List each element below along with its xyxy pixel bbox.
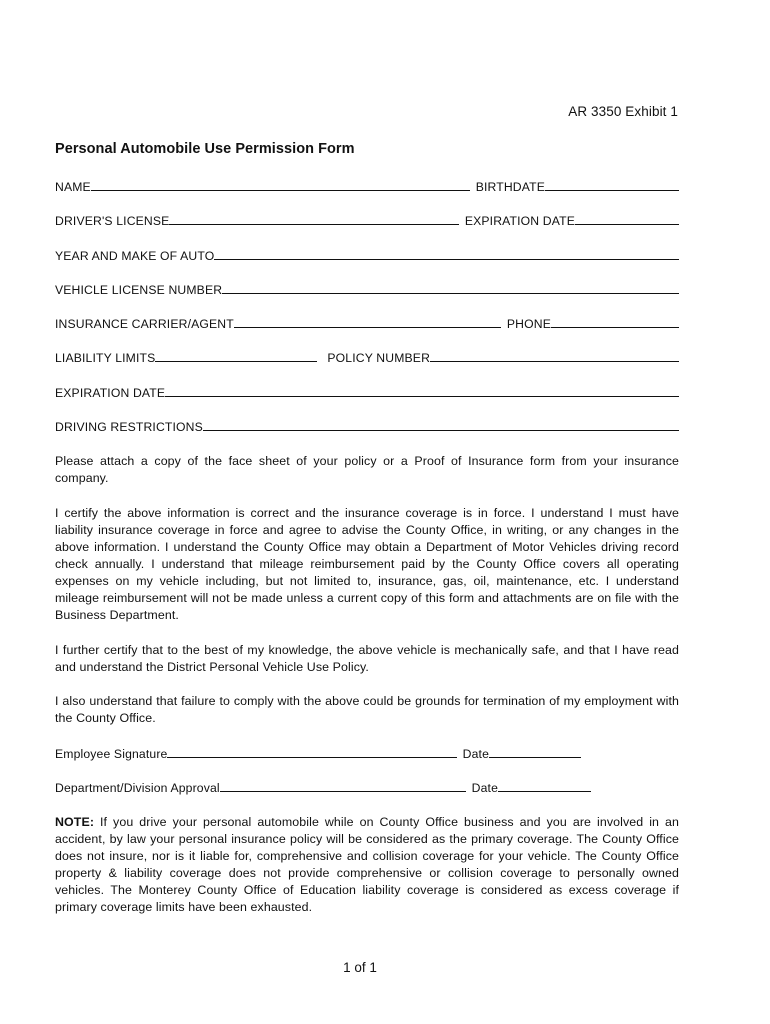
row-year-make	[55, 247, 679, 263]
page-number: 1 of 1	[343, 960, 377, 975]
further-certify-paragraph: I further certify that to the best of my knowledge, the above vehicle is mechanically safe, and that I have read and understand the District Personal Vehicle Use Policy.	[55, 643, 679, 674]
row-expiration-date	[55, 384, 679, 400]
employee-date-label: Date	[462, 747, 489, 761]
certify-paragraph: I certify the above information is correct and the insurance coverage is in force. I understand I must have liability insurance coverage in force and agree to advise the County Office, in writing, or any changes in the above information. I understand the County Office may obtain a Department of Motor Vehicles driving record check annually. I understand that mileage reimbursement paid by the County Office covers all operating expenses on my vehicle including, but not limited to, insurance, gas, oil, maintenance, etc. I understand mileage reimbursement will not be made unless a current copy of this form and attachments are on file with the Business Department.	[55, 506, 679, 622]
policy-expiration-label: EXPIRATION DATE	[55, 386, 166, 400]
note-paragraph	[55, 814, 679, 916]
row-vehicle-license	[55, 281, 679, 297]
phone-field[interactable]	[551, 327, 679, 328]
row-insurance-phone	[55, 315, 679, 331]
row-license-expiration	[55, 212, 679, 228]
note-text: If you drive your personal automobile while on County Office business and you are involved in an accident, by law your personal insurance policy will be considered as the primary coverage. The County Office does not insure, nor is it liable for, comprehensive and collision coverage for your vehicle. The County Office property & liability coverage does not provide comprehensive or collision coverage to personally owned vehicles. The Monterey County Office of Education liability coverage is considered as excess coverage if primary coverage limits have been exhausted.	[55, 815, 679, 914]
employee-signature-label: Employee Signature	[55, 747, 168, 761]
note-label: NOTE:	[55, 815, 95, 829]
approval-date-label: Date	[471, 781, 498, 795]
phone-label: PHONE	[506, 317, 551, 331]
row-department-approval	[55, 779, 591, 795]
row-name-birthdate	[55, 178, 679, 194]
employee-signature-field[interactable]	[167, 757, 456, 758]
row-driving-restrictions	[55, 418, 679, 434]
attach-paragraph: Please attach a copy of the face sheet of your policy or a Proof of Insurance form from your insurance company.	[55, 454, 679, 485]
policy-number-field[interactable]	[430, 361, 679, 362]
employee-date-field[interactable]	[489, 757, 581, 758]
driving-restrictions-label: DRIVING RESTRICTIONS	[55, 420, 203, 434]
birthdate-field[interactable]	[545, 190, 679, 191]
insurance-carrier-field[interactable]	[234, 327, 501, 328]
vehicle-license-field[interactable]	[222, 293, 679, 294]
expiration-date-field[interactable]	[575, 224, 679, 225]
department-approval-field[interactable]	[220, 791, 466, 792]
insurance-carrier-label: INSURANCE CARRIER/AGENT	[55, 317, 234, 331]
exhibit-number: AR 3350 Exhibit 1	[568, 104, 678, 119]
expiration-date-label: EXPIRATION DATE	[464, 214, 575, 228]
policy-number-label: POLICY NUMBER	[327, 351, 431, 365]
vehicle-license-label: VEHICLE LICENSE NUMBER	[55, 283, 223, 297]
birthdate-label: BIRTHDATE	[475, 180, 545, 194]
policy-expiration-field[interactable]	[165, 396, 679, 397]
row-liability-policy	[55, 349, 679, 365]
approval-date-field[interactable]	[498, 791, 591, 792]
form-title: Personal Automobile Use Permission Form	[55, 141, 355, 157]
department-approval-label: Department/Division Approval	[55, 781, 220, 795]
liability-limits-field[interactable]	[155, 361, 317, 362]
year-make-label: YEAR AND MAKE OF AUTO	[55, 249, 215, 263]
name-field[interactable]	[91, 190, 470, 191]
year-make-field[interactable]	[214, 259, 679, 260]
liability-limits-label: LIABILITY LIMITS	[55, 351, 156, 365]
drivers-license-label: DRIVER'S LICENSE	[55, 214, 170, 228]
name-label: NAME	[55, 180, 91, 194]
row-employee-signature	[55, 745, 581, 761]
drivers-license-field[interactable]	[169, 224, 458, 225]
driving-restrictions-field[interactable]	[203, 430, 679, 431]
failure-paragraph: I also understand that failure to comply with the above could be grounds for termination of my employment with the County Office.	[55, 694, 679, 725]
